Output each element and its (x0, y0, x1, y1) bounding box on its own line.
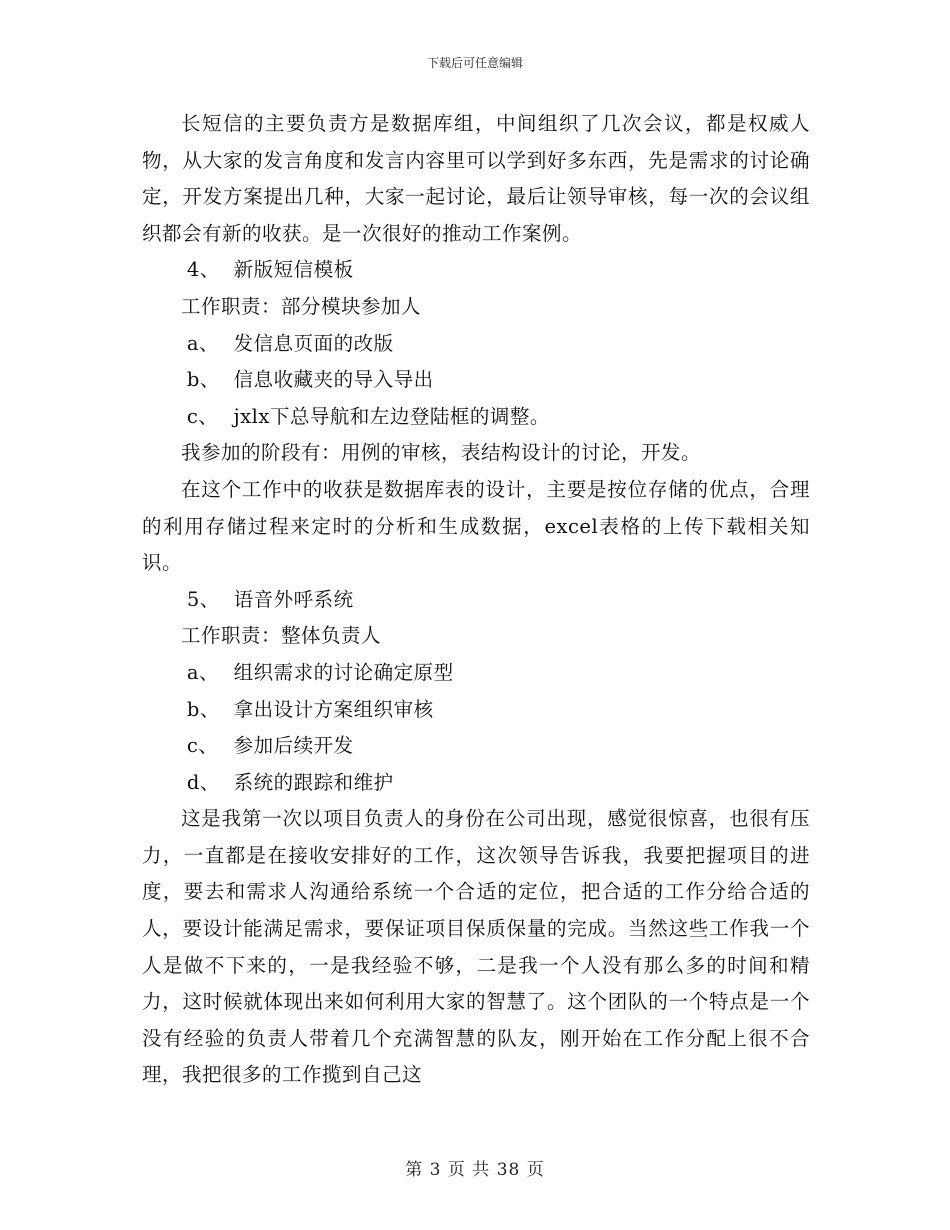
list-marker: d、 (186, 770, 220, 794)
list-text: 参加后续开发 (233, 734, 354, 758)
list-marker: a、 (186, 660, 219, 684)
list-text: jxlx下总导航和左边登陆框的调整。 (233, 404, 550, 428)
paragraph-long-sms: 长短信的主要负责方是数据库组，中间组织了几次会议，都是权威人物，从大家的发言角度和发言内容里可以学到好多东西，先是需求的讨论确定，开发方案提出几种，大家一起讨论，最后让领导审核，每一次的会议组织都会有新的收获。是一次很好的推动工作案例。 (142, 112, 810, 245)
paragraph-stages: 我参加的阶段有：用例的审核，表结构设计的讨论，开发。 (181, 441, 702, 465)
section-duty: 工作职责：整体负责人 (181, 624, 382, 648)
paragraph-project-lead: 这是我第一次以项目负责人的身份在公司出现，感觉很惊喜，也很有压力，一直都是在接收安排好的工作，这次领导告诉我，我要把握项目的进度，要去和需求人沟通给系统一个合适的定位，把合适的工作分给合适的人，要设计能满足需求，要保证项目保质保量的完成。当然这些工作我一个人是做不下来的，一是我经验不够，二是我一个人没有那么多的时间和精力，这时候就体现出来如何利用大家的智慧了。这个团队的一个特点是一个没有经验的负责人带着几个充满智慧的队友，刚开始在工作分配上很不合理，我把很多的工作揽到自己这 (142, 807, 810, 1087)
section-number: 4、 (186, 258, 220, 282)
list-item (142, 655, 810, 692)
list-marker: c、 (186, 404, 219, 428)
list-text: 组织需求的讨论确定原型 (233, 660, 454, 684)
document-body (142, 106, 810, 1094)
list-item (142, 326, 810, 363)
list-marker: c、 (186, 734, 219, 758)
list-text: 信息收藏夹的导入导出 (233, 368, 434, 392)
list-marker: b、 (186, 368, 220, 392)
list-text: 发信息页面的改版 (233, 331, 394, 355)
list-text: 系统的跟踪和维护 (233, 770, 394, 794)
section-heading-voice-call (142, 582, 810, 619)
list-marker: b、 (186, 697, 220, 721)
page-number: 第 3 页 共 38 页 (405, 1160, 545, 1180)
list-item (142, 362, 810, 399)
section-title: 新版短信模板 (233, 258, 354, 282)
list-item (142, 765, 810, 802)
list-item (142, 399, 810, 436)
list-item (142, 728, 810, 765)
page-header: 下载后可任意编辑 (426, 56, 523, 70)
section-title: 语音外呼系统 (233, 587, 354, 611)
section-number: 5、 (186, 587, 220, 611)
list-item (142, 692, 810, 729)
section-heading-sms-template (142, 252, 810, 289)
section-duty: 工作职责：部分模块参加人 (181, 294, 422, 318)
paragraph-gains: 在这个工作中的收获是数据库表的设计，主要是按位存储的优点，合理的利用存储过程来定时的分析和生成数据，excel表格的上传下载相关知识。 (142, 477, 810, 575)
list-marker: a、 (186, 331, 219, 355)
list-text: 拿出设计方案组织审核 (233, 697, 434, 721)
